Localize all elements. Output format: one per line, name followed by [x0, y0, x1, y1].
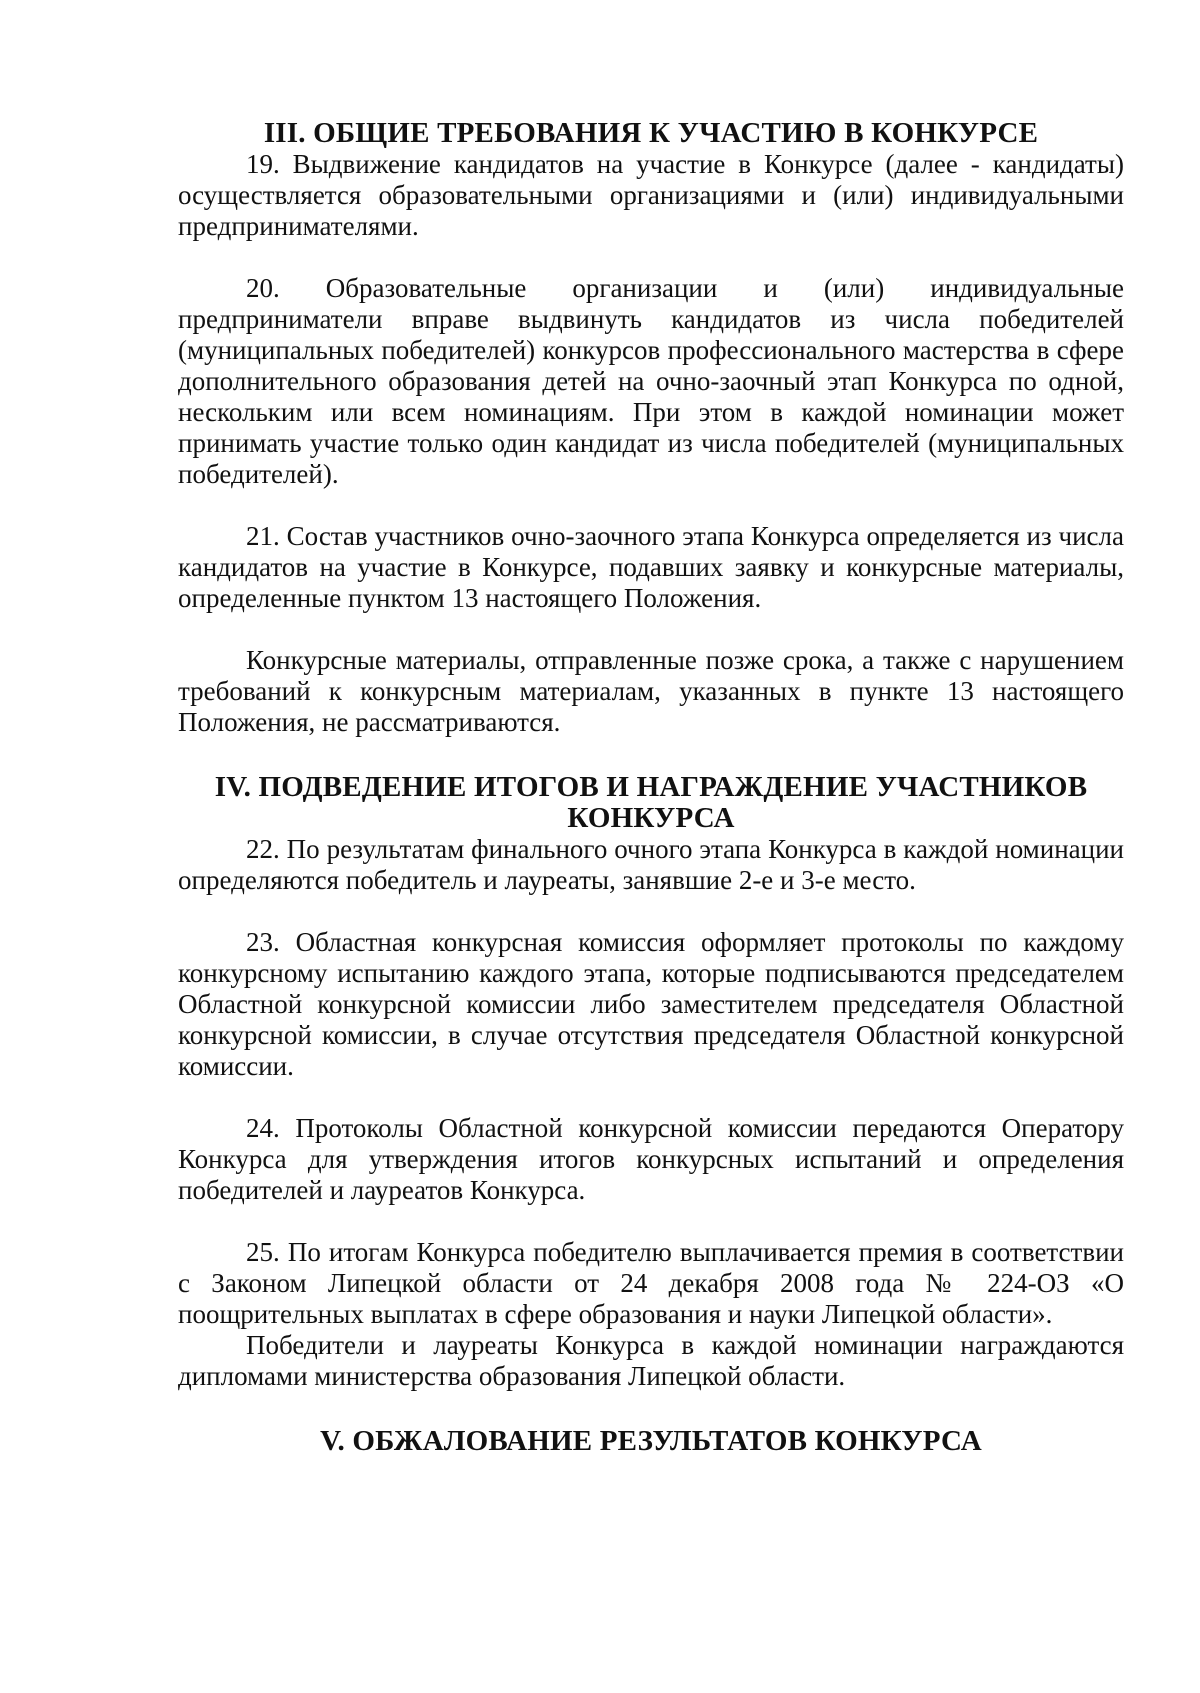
document-page [178, 118, 1124, 1457]
section-3-heading: III. ОБЩИЕ ТРЕБОВАНИЯ К УЧАСТИЮ В КОНКУРСЕ [263, 117, 1039, 149]
paragraph-21-continuation: Конкурсные материалы, отправленные позже срока, а также с нарушением требований к конкурсным материалам, указанных в пункте 13 настоящего Положения, не рассматриваются. [178, 645, 1124, 737]
paragraph-24: 24. Протоколы Областной конкурсной комиссии передаются Оператору Конкурса для утверждения итогов конкурсных испытаний и определения победителей и лауреатов Конкурса. [178, 1113, 1124, 1205]
paragraph-21: 21. Состав участников очно-заочного этапа Конкурса определяется из числа кандидатов на участие в Конкурсе, подавших заявку и конкурсные материалы, определенные пунктом 13 настоящего Положения. [178, 521, 1124, 613]
paragraph-22: 22. По результатам финального очного этапа Конкурса в каждой номинации определяются победитель и лауреаты, занявшие 2-е и 3-е место. [178, 834, 1124, 895]
paragraph-23: 23. Областная конкурсная комиссия оформляет протоколы по каждому конкурсному испытанию каждого этапа, которые подписываются председателем Областной конкурсной комиссии либо заместителем председателя Областной конкурсной комиссии, в случае отсутствия председателя Областной конкурсной комиссии. [178, 927, 1124, 1081]
section-4-heading-line-1: IV. ПОДВЕДЕНИЕ ИТОГОВ И НАГРАЖДЕНИЕ УЧАСТНИКОВ [214, 771, 1088, 803]
paragraph-25-continuation: Победители и лауреаты Конкурса в каждой номинации награждаются дипломами министерства образования Липецкой области. [178, 1330, 1124, 1391]
paragraph-20: 20. Образовательные организации и (или) индивидуальные предприниматели вправе выдвинуть кандидатов из числа победителей (муниципальных победителей) конкурсов профессионального мастерства в сфере дополнительного образования детей на очно-заочный этап Конкурса по одной, нескольким или всем номинациям. При этом в каждой номинации может принимать участие только один кандидат из числа победителей (муниципальных победителей). [178, 273, 1124, 489]
section-4-heading [178, 772, 1124, 834]
section-5-heading: V. ОБЖАЛОВАНИЕ РЕЗУЛЬТАТОВ КОНКУРСА [320, 1425, 982, 1457]
section-4-heading-line-2: КОНКУРСА [567, 802, 735, 834]
paragraph-19: 19. Выдвижение кандидатов на участие в Конкурсе (далее - кандидаты) осуществляется образовательными организациями и (или) индивидуальными предпринимателями. [178, 149, 1124, 241]
paragraph-25: 25. По итогам Конкурса победителю выплачивается премия в соответствии с Законом Липецкой области от 24 декабря 2008 года № 224-ОЗ «О поощрительных выплатах в сфере образования и науки Липецкой области». [178, 1237, 1124, 1329]
